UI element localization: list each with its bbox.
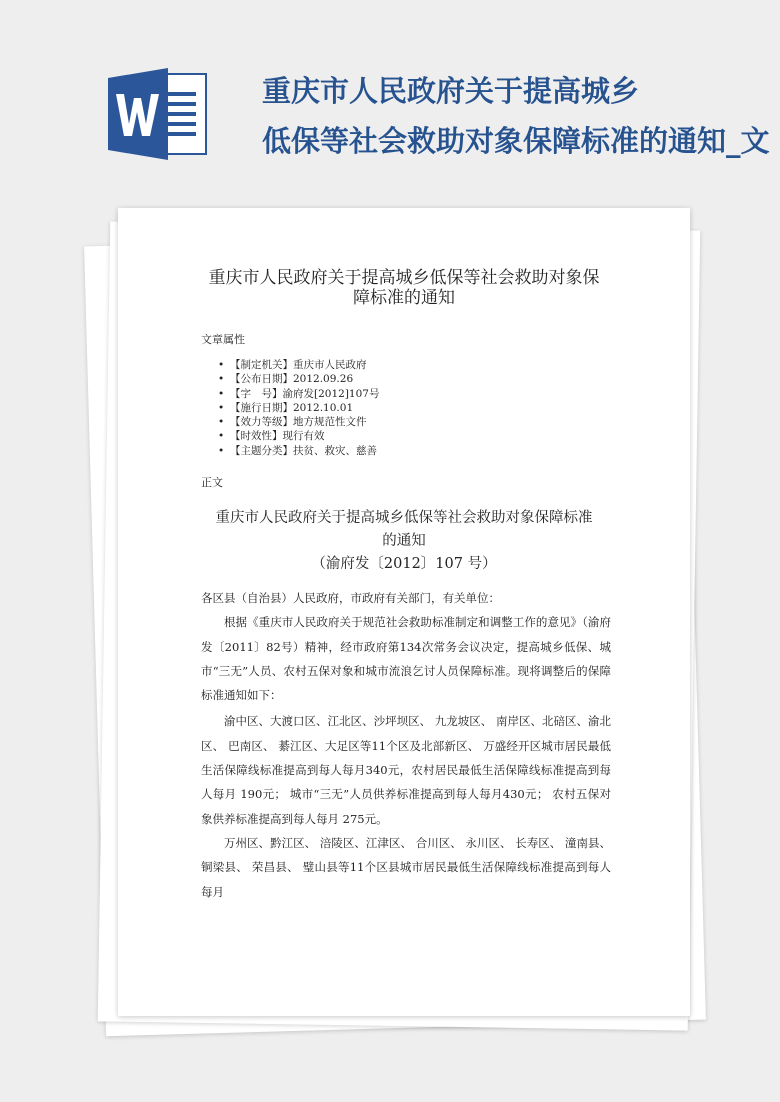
body-paragraph: 渝中区、大渡口区、江北区、沙坪坝区、 九龙坡区、 南岸区、北碚区、渝北区、 巴南区、 綦江区、大足区等11个区及北部新区、 万盛经开区城市居民最低生活保障线标准提高到每人每月340元，农村居民最低生活保障线标准提高到每人每月 190元； 城市“三无”人员供养标准提高到每人每月430元； 农村五保对象供养标准提高到每人每月 275元。 — [201, 714, 611, 826]
properties-label: 文章属性 — [201, 333, 245, 346]
property-item: • 【主题分类】扶贫、救灾、慈善 — [230, 444, 379, 458]
body-paragraph: 根据《重庆市人民政府关于规范社会救助标准制定和调整工作的意见》（渝府发〔2011〕82号）精神，经市政府第134次常务会议决定，提高城乡低保、城市“三无”人员、农村五保对象和城市流浪乞讨人员保障标准。现将调整后的保障标准通知如下： — [201, 615, 611, 703]
document-number: （渝府发〔2012〕107 号） — [311, 556, 497, 572]
body-title-line: 的通知 — [382, 533, 426, 549]
header-title — [262, 66, 780, 166]
body-title-line: 重庆市人民政府关于提高城乡低保等社会救助对象保障标准 — [215, 510, 593, 526]
header-title-line-2: 低保等社会救助对象保障标准的通知_文 — [262, 124, 770, 158]
header-title-line-1: 重庆市人民政府关于提高城乡 — [262, 74, 640, 108]
property-item: • 【时效性】现行有效 — [230, 429, 379, 443]
document-title-line: 障标准的通知 — [353, 288, 455, 308]
properties-list — [230, 358, 379, 458]
word-document-icon — [108, 68, 208, 160]
property-item: • 【公布日期】2012.09.26 — [230, 372, 379, 386]
property-item: • 【制定机关】重庆市人民政府 — [230, 358, 379, 372]
body-label: 正文 — [201, 476, 223, 489]
property-item: • 【施行日期】2012.10.01 — [230, 401, 379, 415]
document-title — [118, 268, 690, 308]
document-title-line: 重庆市人民政府关于提高城乡低保等社会救助对象保 — [208, 268, 600, 288]
body-title — [118, 507, 690, 576]
body-paragraph: 万州区、黔江区、 涪陵区、江津区、 合川区、 永川区、 长寿区、 潼南县、 铜梁县、 荣昌县、 璧山县等11个区县城市居民最低生活保障线标准提高到每人每月 — [201, 835, 611, 899]
property-item: • 【效力等级】地方规范性文件 — [230, 415, 379, 429]
salutation: 各区县（自治县）人民政府，市政府有关部门，有关单位： — [201, 591, 500, 605]
document-page — [118, 208, 690, 1016]
document-body — [201, 586, 611, 904]
property-item: • 【字 号】渝府发[2012]107号 — [230, 387, 379, 401]
